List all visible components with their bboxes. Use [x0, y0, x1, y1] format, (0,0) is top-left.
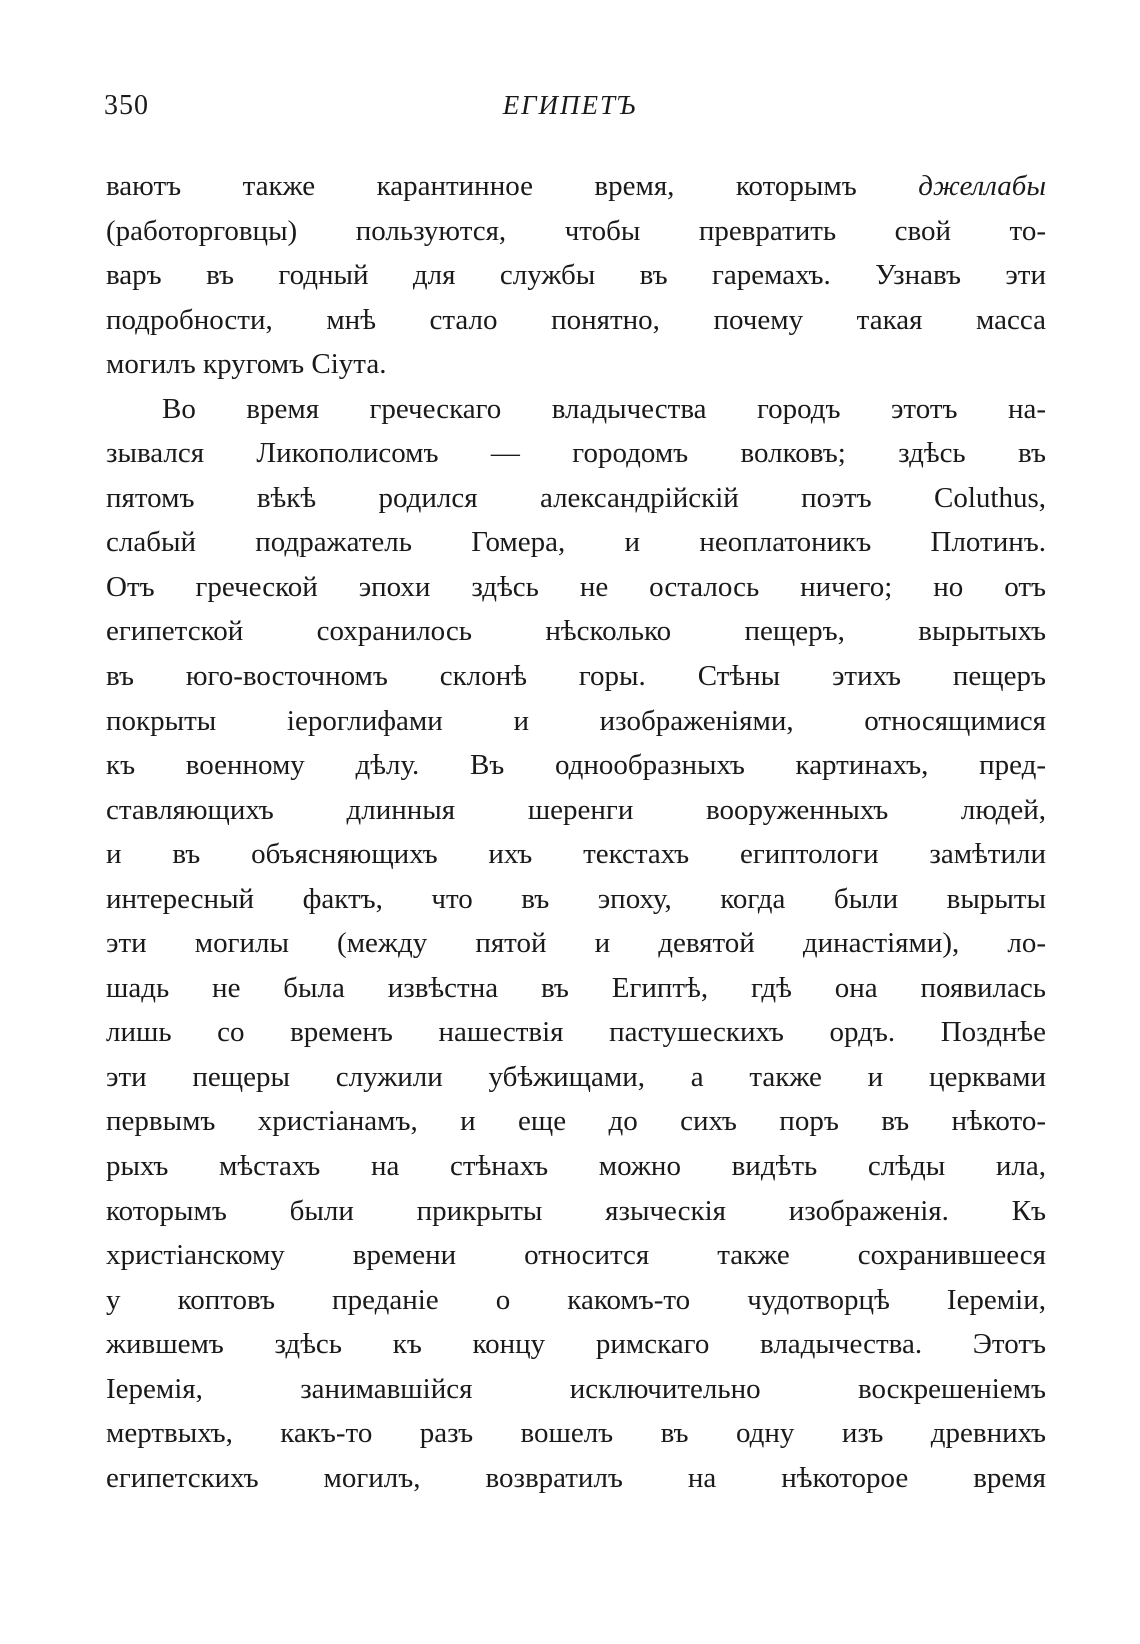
text-line: и въ объясняющихъ ихъ текстахъ египтологи замѣтили — [106, 838, 1046, 871]
running-title: ЕГИПЕТЪ — [502, 90, 638, 120]
text-line: пятомъ вѣкѣ родился александрійскій поэтъ Coluthus, — [106, 481, 1046, 514]
text-line: зывался Ликополисомъ — городомъ волковъ; здѣсь въ — [106, 437, 1046, 470]
page-header — [0, 90, 1140, 130]
text-line: варъ въ годный для службы въ гаремахъ. Узнавъ эти — [106, 259, 1046, 292]
text-line: покрыты іероглифами и изображеніями, относящимися — [106, 704, 1046, 737]
paragraph-2 — [106, 387, 1046, 1501]
paragraph-1 — [106, 164, 1046, 387]
text-line — [106, 164, 1046, 209]
text-line: ставляющихъ длинныя шеренги вооруженныхъ людей, — [106, 793, 1046, 826]
text-line: у коптовъ преданіе о какомъ-то чудотворцѣ Іереміи, — [106, 1283, 1046, 1316]
text-line: слабый подражатель Гомера, и неоплатоникъ Плотинъ. — [106, 526, 1046, 559]
text-line: лишь со временъ нашествія пастушескихъ ордъ. Позднѣе — [106, 1016, 1046, 1049]
text-run: ваютъ также карантинное время, которымъ — [106, 170, 919, 202]
text-line: первымъ христіанамъ, и еще до сихъ поръ въ нѣкото- — [106, 1105, 1046, 1138]
text-line: рыхъ мѣстахъ на стѣнахъ можно видѣть слѣды ила, — [106, 1150, 1046, 1183]
body-text — [106, 164, 1046, 1500]
text-line: мертвыхъ, какъ-то разъ вошелъ въ одну изъ древнихъ — [106, 1417, 1046, 1450]
text-line: интересный фактъ, что въ эпоху, когда были вырыты — [106, 882, 1046, 915]
text-line: къ военному дѣлу. Въ однообразныхъ картинахъ, пред- — [106, 749, 1046, 782]
text-line: Отъ греческой эпохи здѣсь не осталось ничего; но отъ — [106, 570, 1046, 603]
text-line: жившемъ здѣсь къ концу римскаго владычества. Этотъ — [106, 1328, 1046, 1361]
text-line: (работорговцы) пользуются, чтобы превратить свой то- — [106, 214, 1046, 247]
text-line: шадь не была извѣстна въ Египтѣ, гдѣ она появилась — [106, 971, 1046, 1004]
text-line: египетской сохранилось нѣсколько пещеръ, вырытыхъ — [106, 615, 1046, 648]
text-line: египетскихъ могилъ, возвратилъ на нѣкоторое время — [106, 1461, 1046, 1494]
text-line: могилъ кругомъ Сіута. — [106, 348, 387, 381]
text-line: въ юго-восточномъ склонѣ горы. Стѣны этихъ пещеръ — [106, 660, 1046, 693]
page-number: 350 — [104, 90, 149, 121]
italic-term: джеллабы — [918, 170, 1046, 202]
text-line: которымъ были прикрыты языческія изображенія. Къ — [106, 1194, 1046, 1227]
text-line: Во время греческаго владычества городъ этотъ на- — [162, 392, 1046, 425]
text-line: эти могилы (между пятой и девятой династіями), ло- — [106, 927, 1046, 960]
text-line: подробности, мнѣ стало понятно, почему такая масса — [106, 303, 1046, 336]
text-line: христіанскому времени относится также сохранившееся — [106, 1239, 1046, 1272]
text-line: Іеремія, занимавшійся исключительно воскрешеніемъ — [106, 1372, 1046, 1405]
text-line: эти пещеры служили убѣжищами, а также и церквами — [106, 1060, 1046, 1093]
